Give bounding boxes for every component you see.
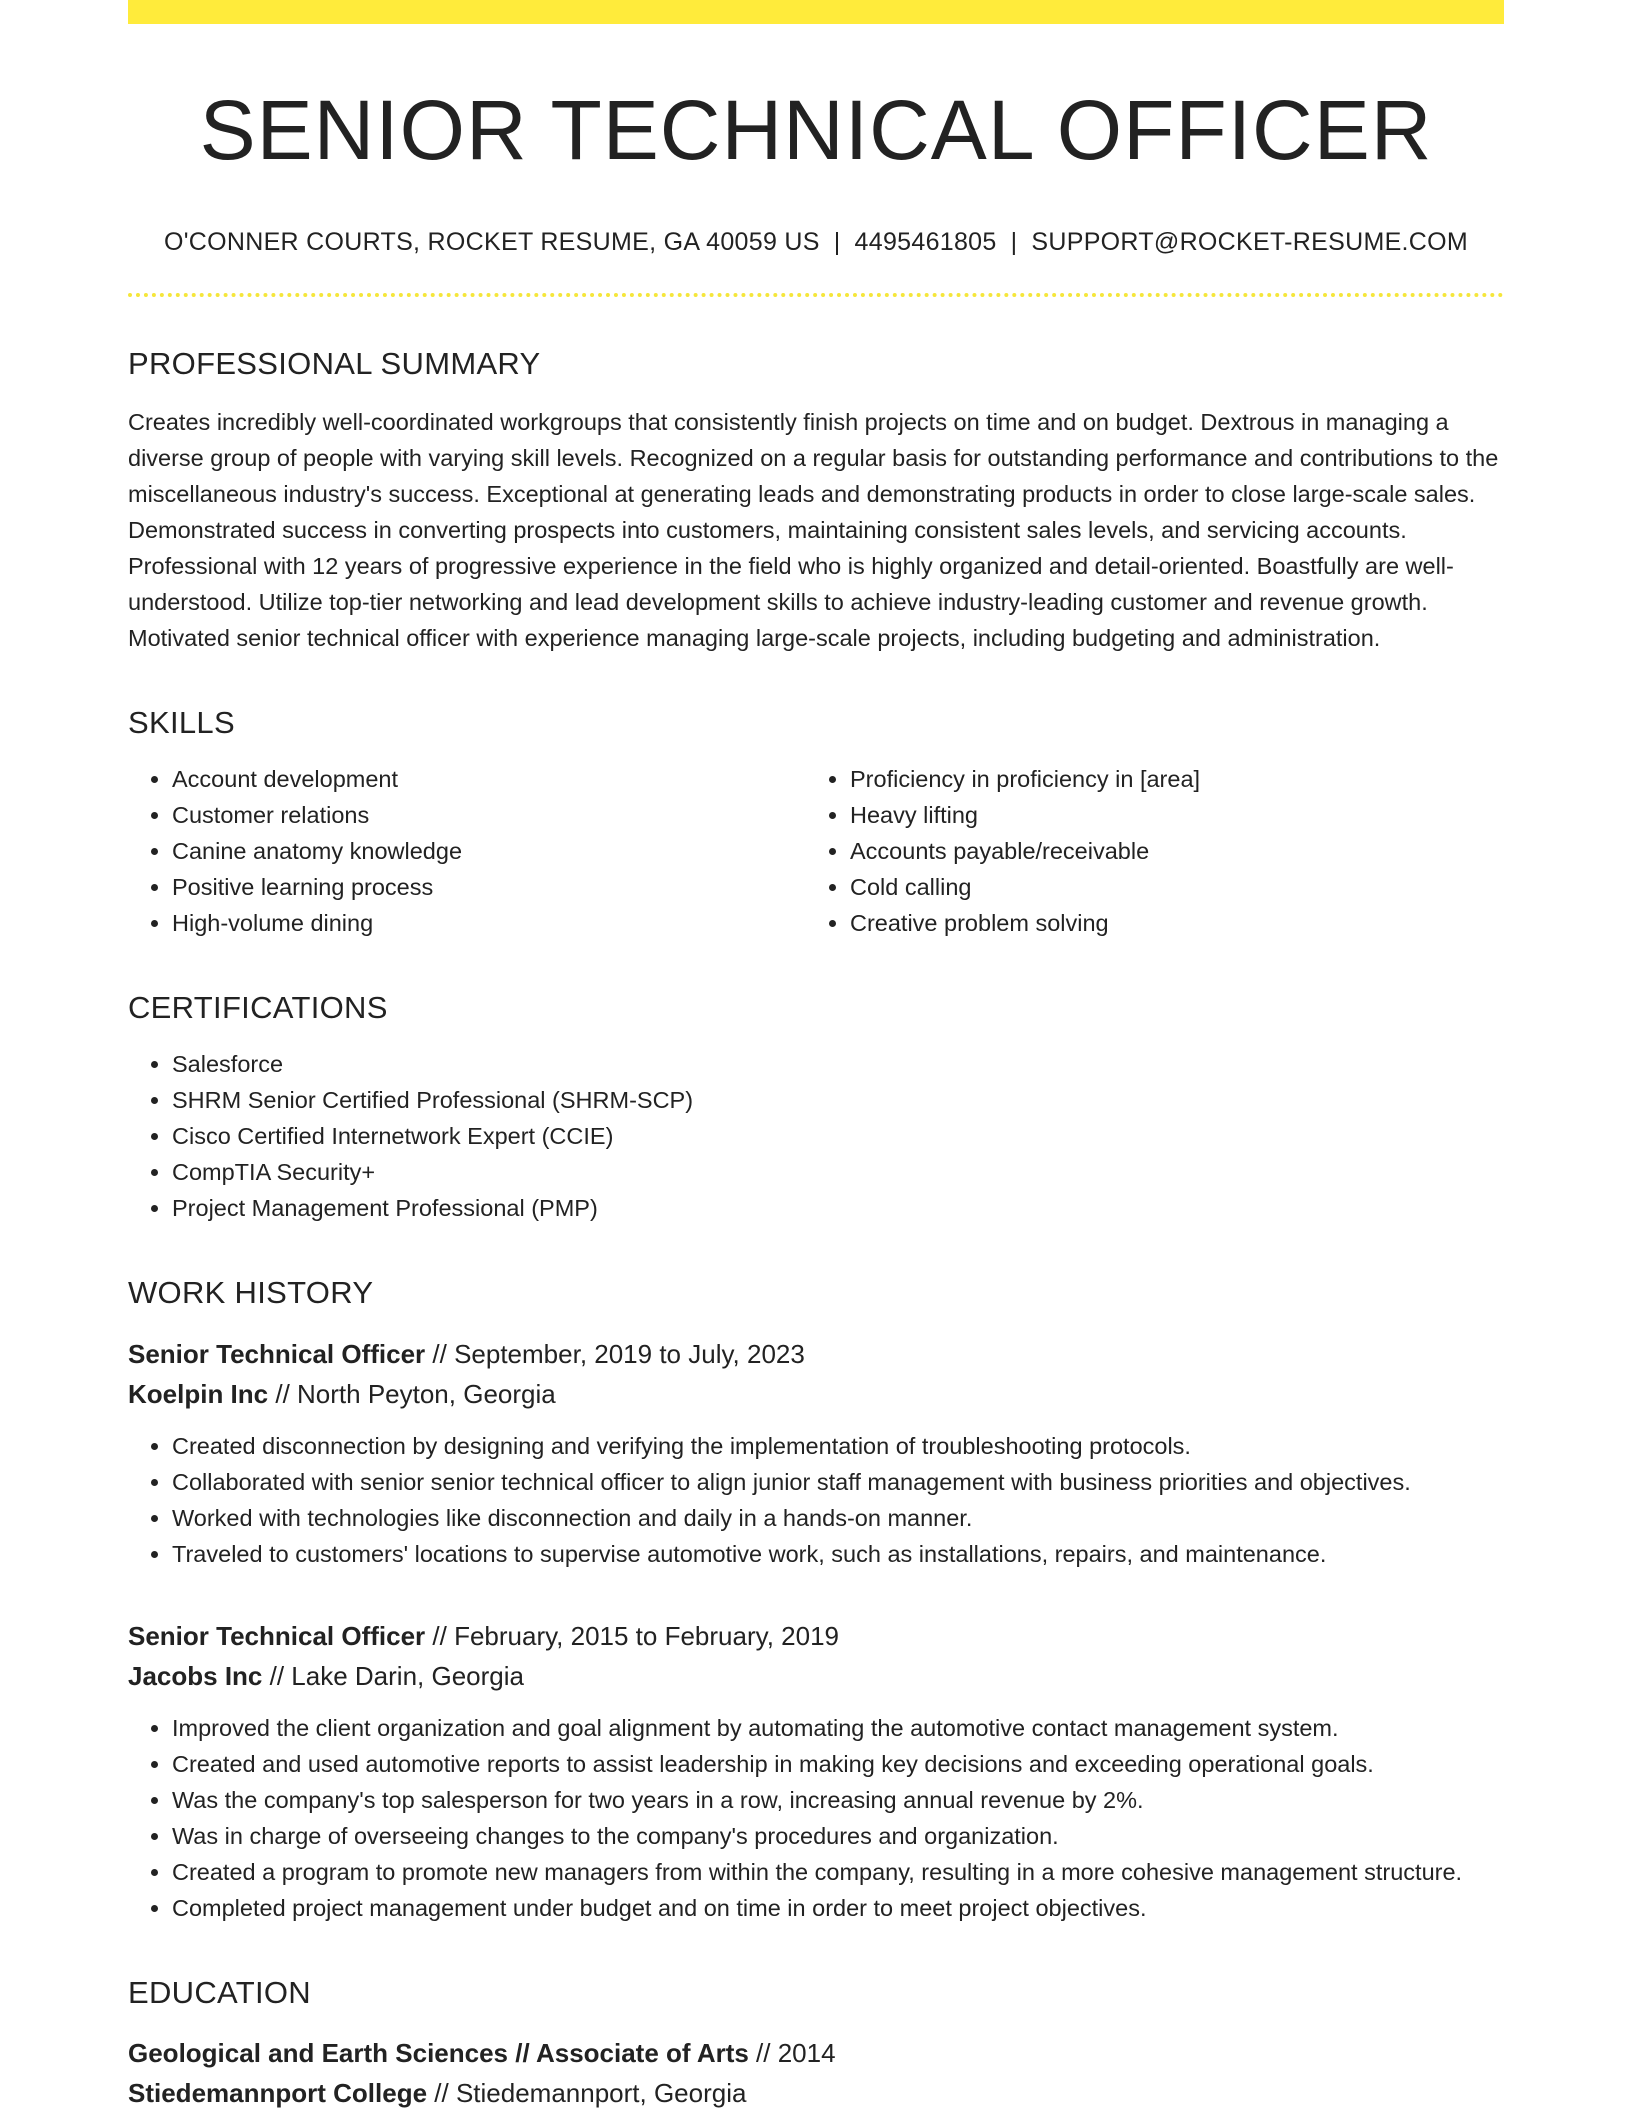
summary-section <box>128 345 1504 656</box>
summary-heading: PROFESSIONAL SUMMARY <box>128 345 541 381</box>
education-school-line <box>128 2073 1504 2112</box>
job-entry <box>128 1334 1504 1572</box>
education-entry <box>128 2033 1504 2112</box>
certification-item: • Salesforce <box>172 1046 1504 1082</box>
education-location: // Stiedemannport, Georgia <box>427 2077 747 2108</box>
skills-section <box>128 704 1504 941</box>
skill-item: • Accounts payable/receivable <box>850 833 1484 869</box>
certifications-heading: CERTIFICATIONS <box>128 990 388 1026</box>
education-school: Stiedemannport College <box>128 2077 428 2108</box>
job-dates: // September, 2019 to July, 2023 <box>425 1338 805 1369</box>
accent-bar <box>128 0 1504 24</box>
education-degree-line <box>128 2033 1504 2073</box>
certification-item: • SHRM Senior Certified Professional (SHRM-SCP) <box>172 1082 1504 1118</box>
education-year: // 2014 <box>748 2037 836 2068</box>
job-bullet: • Created a program to promote new managers from within the company, resulting in a more cohesive management structure. <box>172 1854 1504 1890</box>
job-bullet: • Collaborated with senior senior technical officer to align junior staff management with business priorities and objectives. <box>172 1464 1504 1500</box>
candidate-name: SENIOR TECHNICAL OFFICER <box>199 83 1433 177</box>
job-role: Senior Technical Officer <box>128 1338 426 1369</box>
job-title-line <box>128 1334 1504 1374</box>
education-section <box>128 1974 1504 2112</box>
resume-content <box>128 24 1504 2112</box>
certification-item: • Cisco Certified Internetwork Expert (CCIE) <box>172 1118 1504 1154</box>
job-role: Senior Technical Officer <box>128 1620 426 1651</box>
contact-line <box>128 226 1504 259</box>
contact-phone: 4495461805 <box>854 228 997 257</box>
certifications-section <box>128 989 1504 1226</box>
skill-item: • Account development <box>172 761 806 797</box>
job-bullet: • Traveled to customers' locations to supervise automotive work, such as installations, repairs, and maintenance. <box>172 1536 1504 1572</box>
certification-item: • CompTIA Security+ <box>172 1154 1504 1190</box>
skill-item: • Cold calling <box>850 869 1484 905</box>
skill-item: • Customer relations <box>172 797 806 833</box>
skills-heading: SKILLS <box>128 705 235 741</box>
job-entry <box>128 1616 1504 1926</box>
skill-item: • High-volume dining <box>172 905 806 941</box>
skills-list-left <box>128 761 806 941</box>
skills-column-left <box>128 741 806 941</box>
skill-item: • Canine anatomy knowledge <box>172 833 806 869</box>
skills-column-right <box>806 741 1484 941</box>
contact-separator: | <box>1010 228 1018 257</box>
job-title-line <box>128 1616 1504 1656</box>
certification-item: • Project Management Professional (PMP) <box>172 1190 1504 1226</box>
education-heading: EDUCATION <box>128 1974 311 2010</box>
header-divider <box>128 293 1504 297</box>
summary-text: Creates incredibly well-coordinated workgroups that consistently finish projects on time and on budget. Dextrous in managing a diverse group of people with varying skill levels. Recognized on a regular basis for outstanding performance and contributions to the miscellaneous industry's success. Exceptional at generating leads and demonstrating products in order to close large-scale sales. Demonstrated success in converting prospects into customers, maintaining consistent sales levels, and servicing accounts. Professional with 12 years of progressive experience in the field who is highly organized and detail-oriented. Boastfully are well-understood. Utilize top-tier networking and lead development skills to achieve industry-leading customer and revenue growth. Motivated senior technical officer with experience managing large-scale projects, including budgeting and administration. <box>128 409 1499 652</box>
certifications-list <box>128 1046 1504 1226</box>
job-bullet: • Worked with technologies like disconnection and daily in a hands-on manner. <box>172 1500 1504 1536</box>
job-company: Koelpin Inc <box>128 1378 269 1409</box>
contact-email: SUPPORT@ROCKET-RESUME.COM <box>1031 228 1469 257</box>
job-bullet: • Completed project management under budget and on time in order to meet project objectives. <box>172 1890 1504 1926</box>
work-history-heading: WORK HISTORY <box>128 1275 374 1311</box>
skill-item: • Heavy lifting <box>850 797 1484 833</box>
job-bullets <box>128 1428 1504 1572</box>
job-company-line <box>128 1656 1504 1696</box>
job-bullet: • Was in charge of overseeing changes to the company's procedures and organization. <box>172 1818 1504 1854</box>
skills-grid <box>128 741 1504 941</box>
job-location: // North Peyton, Georgia <box>268 1378 556 1409</box>
job-dates: // February, 2015 to February, 2019 <box>425 1620 839 1651</box>
work-history-section <box>128 1274 1504 1925</box>
skills-list-right <box>806 761 1484 941</box>
job-company-line <box>128 1374 1504 1414</box>
job-bullet: • Created disconnection by designing and verifying the implementation of troubleshooting protocols. <box>172 1428 1504 1464</box>
job-bullet: • Was the company's top salesperson for two years in a row, increasing annual revenue by 2%. <box>172 1782 1504 1818</box>
contact-address: O'CONNER COURTS, ROCKET RESUME, GA 40059 US <box>163 228 820 257</box>
job-location: // Lake Darin, Georgia <box>262 1660 524 1691</box>
job-bullets <box>128 1710 1504 1926</box>
skill-item: • Creative problem solving <box>850 905 1484 941</box>
job-company: Jacobs Inc <box>128 1660 263 1691</box>
contact-separator: | <box>833 228 841 257</box>
education-degree: Geological and Earth Sciences // Associate of Arts <box>128 2037 749 2068</box>
job-bullet: • Created and used automotive reports to assist leadership in making key decisions and exceeding operational goals. <box>172 1746 1504 1782</box>
skill-item: • Proficiency in proficiency in [area] <box>850 761 1484 797</box>
job-bullet: • Improved the client organization and goal alignment by automating the automotive contact management system. <box>172 1710 1504 1746</box>
skill-item: • Positive learning process <box>172 869 806 905</box>
